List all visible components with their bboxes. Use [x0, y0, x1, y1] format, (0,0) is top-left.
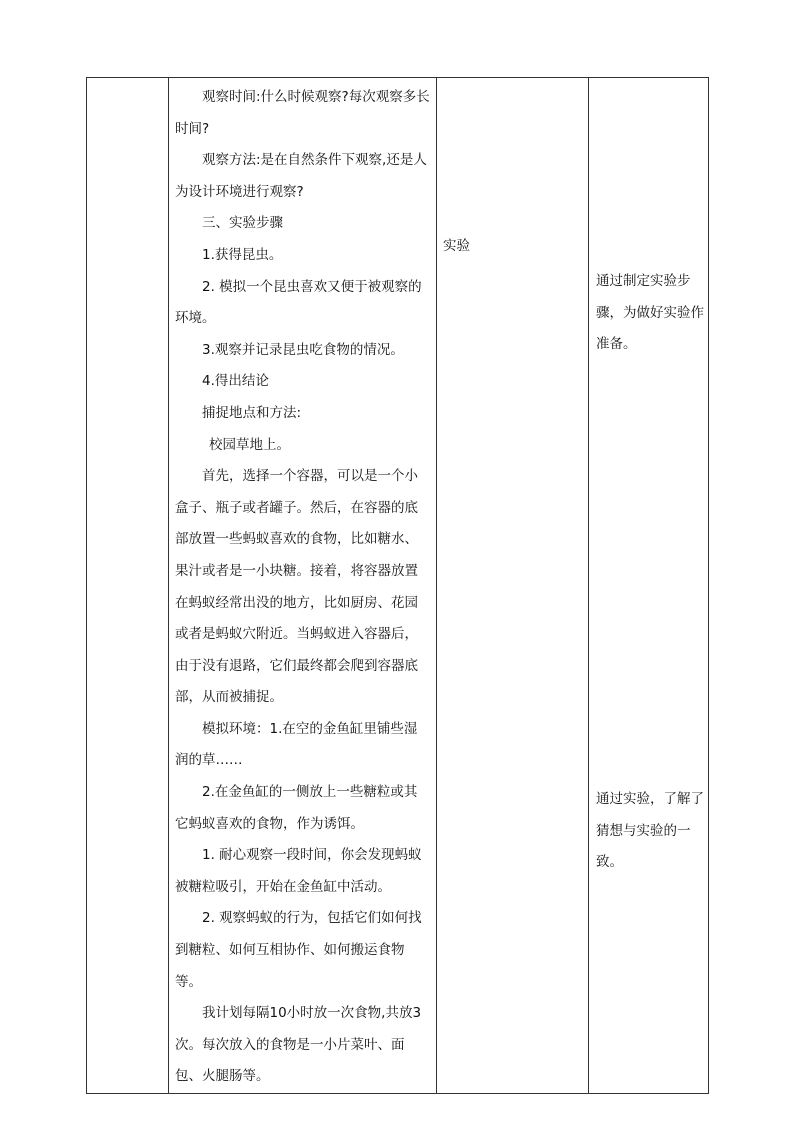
design-intent-1: 通过制定实验步骤，为做好实验作准备。 [596, 273, 704, 353]
simulated-environment: 模拟环境：1.在空的金鱼缸里铺些湿润的草…… [175, 720, 418, 769]
table-row [87, 78, 709, 1094]
step-4: 4.得出结论 [202, 373, 269, 390]
capture-method: 首先，选择一个容器，可以是一个小盒子、瓶子或者罐子。然后，在容器的底部放置一些蚂蚁喜欢的食物，比如糖水、果汁或者是一小块糖。接着，将容器放置在蚂蚁经常出没的地方，比如厨房、花园或者是蚂蚁穴附近。当蚂蚁进入容器后，由于没有退路，它们最终都会爬到容器底部，从而被捕捉。 [175, 468, 418, 706]
observe-step-2: 2. 观察蚂蚁的行为，包括它们如何找到糖粒、如何互相协作、如何搬运食物等。 [175, 910, 422, 990]
student-activity-text: 实验 [443, 238, 470, 254]
capture-location: 校园草地上。 [209, 436, 290, 453]
observe-step-1: 1. 耐心观察一段时间，你会发现蚂蚁被糖粒吸引，开始在金鱼缸中活动。 [175, 847, 422, 895]
capture-heading: 捕捉地点和方法: [202, 404, 302, 421]
feeding-plan: 我计划每隔10小时放一次食物,共放3次。每次放入的食物是一小片菜叶、面包、火腿肠等。 [175, 1005, 422, 1085]
section-heading-steps: 三、实验步骤 [202, 215, 283, 232]
lesson-plan-table [86, 77, 709, 1094]
step-2: 2. 模拟一个昆虫喜欢又便于被观察的环境。 [175, 278, 422, 327]
design-intent-2: 通过实验，了解了猜想与实验的一致。 [596, 791, 704, 871]
observation-method: 观察方法:是在自然条件下观察,还是人为设计环境进行观察? [175, 152, 427, 200]
student-activity-cell [437, 78, 589, 1094]
stage-cell [87, 78, 169, 1094]
step-3: 3.观察并记录昆虫吃食物的情况。 [202, 341, 404, 358]
observation-time: 观察时间:什么时候观察?每次观察多长时间? [175, 89, 430, 137]
design-intent-cell [589, 78, 709, 1094]
bait-setup: 2.在金鱼缸的一侧放上一些糖粒或其它蚂蚁喜欢的食物，作为诱饵。 [175, 784, 418, 832]
teaching-process-cell [169, 78, 437, 1094]
step-1: 1.获得昆虫。 [202, 246, 283, 263]
